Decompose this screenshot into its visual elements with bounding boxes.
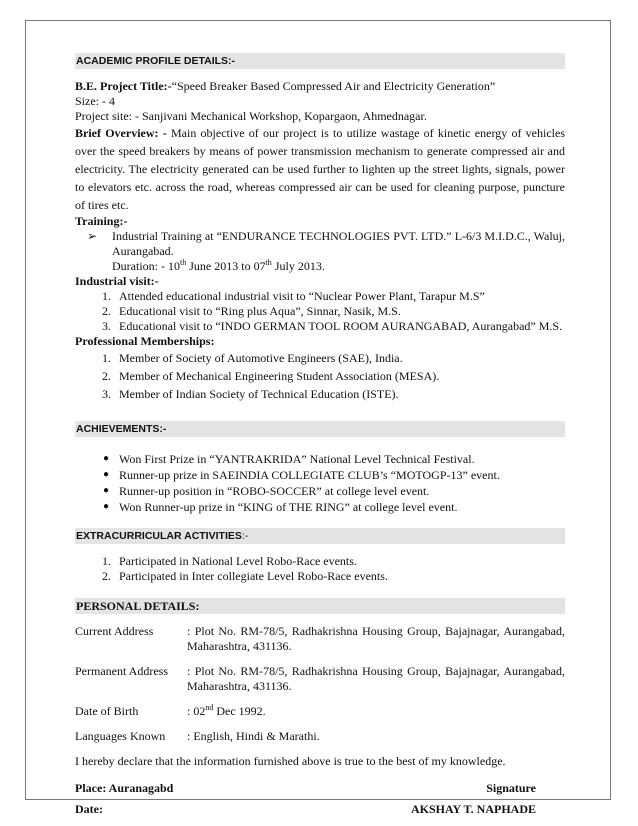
dob-label: Date of Birth [75, 704, 139, 718]
overview-text: Main objective of our project is to utilize wastage of kinetic energy of vehicles over the speed breakers by means of power transmission mechanism to generate compressed air and electricity. The electricity generated can be used further to lighten up the street lights, signals, power to elevators etc. across the road, whereas compressed air can be used for cleaning purpose, puncture of tires etc. [75, 126, 565, 212]
project-title-label: B.E. Project Title:- [75, 79, 172, 93]
list-item: 2. Educational visit to “Ring plus Aqua”, Sinnar, Nasik, M.S. [102, 304, 401, 318]
brief-overview [75, 124, 565, 214]
languages-value: : English, Hindi & Marathi. [187, 729, 320, 743]
list-item: 3. Educational visit to “INDO GERMAN TOOL ROOM AURANGABAD, Aurangabad” M.S. [102, 319, 563, 333]
page-content [75, 53, 565, 817]
extracurricular-list [75, 554, 565, 584]
current-address-row [75, 624, 565, 654]
bullet-icon: ● [103, 485, 110, 496]
achievements-heading: ACHIEVEMENTS:- [75, 421, 565, 437]
training-duration: Duration: - 10th June 2013 to 07th July 2013. [112, 258, 325, 273]
current-address-label: Current Address [75, 624, 154, 638]
personal-heading: PERSONAL DETAILS: [75, 598, 565, 614]
place-signature-row [75, 781, 565, 796]
achievements-list [75, 451, 565, 515]
languages-label: Languages Known [75, 729, 166, 743]
list-item: 1. Member of Society of Automotive Engineers (SAE), India. [102, 351, 403, 365]
list-item: ● Won Runner-up prize in “KING of THE RING” at college level event. [103, 500, 458, 514]
list-item: ● Won First Prize in “YANTRAKRIDA” National Level Technical Festival. [103, 452, 475, 466]
list-item: 3. Member of Indian Society of Technical Education (ISTE). [102, 387, 399, 401]
bullet-icon: ● [103, 453, 110, 464]
project-title-text: “Speed Breaker Based Compressed Air and Electricity Generation” [171, 79, 496, 93]
signature-label: Signature [486, 781, 536, 795]
training-text: Industrial Training at “ENDURANCE TECHNOLOGIES PVT. LTD.” L-6/3 M.I.D.C., Waluj, Aurangabad. [112, 229, 565, 258]
applicant-name: AKSHAY T. NAPHADE [410, 802, 536, 816]
dob-row [75, 704, 565, 719]
industrial-visit-heading: Industrial visit:- [75, 274, 159, 288]
place: Place: Auranagabd [75, 781, 174, 795]
bullet-icon: ● [103, 469, 110, 480]
industrial-visit-list [75, 289, 565, 334]
list-item: 1. Participated in National Level Robo-Race events. [102, 554, 357, 568]
permanent-address-label: Permanent Address [75, 664, 168, 678]
project-site: Project site: - Sanjivani Mechanical Workshop, Kopargaon, Ahmednagar. [75, 109, 427, 123]
current-address-value: : Plot No. RM-78/5, Radhakrishna Housing Group, Bajajnagar, Aurangabad, Maharashtra, 431136. [187, 624, 565, 653]
permanent-address-row [75, 664, 565, 694]
declaration: I hereby declare that the information furnished above is true to the best of my knowledge. [75, 754, 506, 768]
permanent-address-value: : Plot No. RM-78/5, Radhakrishna Housing Group, Bajajnagar, Aurangabad, Maharashtra, 431136. [187, 664, 565, 693]
resume-page [25, 20, 611, 816]
overview-label: Brief Overview: - [75, 126, 167, 140]
list-item: 2. Member of Mechanical Engineering Student Association (MESA). [102, 369, 440, 383]
membership-heading: Professional Memberships: [75, 334, 215, 348]
project-title [75, 79, 565, 94]
languages-row [75, 729, 565, 744]
list-item: ● Runner-up prize in SAEINDIA COLLEGIATE CLUB’s “MOTOGP-13” event. [103, 468, 500, 482]
list-item: ● Runner-up position in “ROBO-SOCCER” at college level event. [103, 484, 430, 498]
extracurricular-heading: EXTRACURRICULAR ACTIVITIES:- [75, 528, 565, 544]
list-item: 2. Participated in Inter collegiate Level Robo-Race events. [102, 569, 388, 583]
training-heading: Training:- [75, 214, 128, 228]
date-name-row [75, 802, 565, 817]
project-size: Size: - 4 [75, 94, 115, 108]
bullet-icon: ● [103, 501, 110, 512]
training-item [75, 229, 565, 259]
dob-value: : 02nd Dec 1992. [187, 703, 266, 718]
date-label: Date: [75, 802, 103, 816]
membership-list [75, 349, 565, 403]
academic-heading: ACADEMIC PROFILE DETAILS:- [75, 53, 565, 69]
list-item: 1. Attended educational industrial visit to “Nuclear Power Plant, Tarapur M.S” [102, 289, 485, 303]
arrow-bullet-icon: ➢ [87, 229, 98, 243]
